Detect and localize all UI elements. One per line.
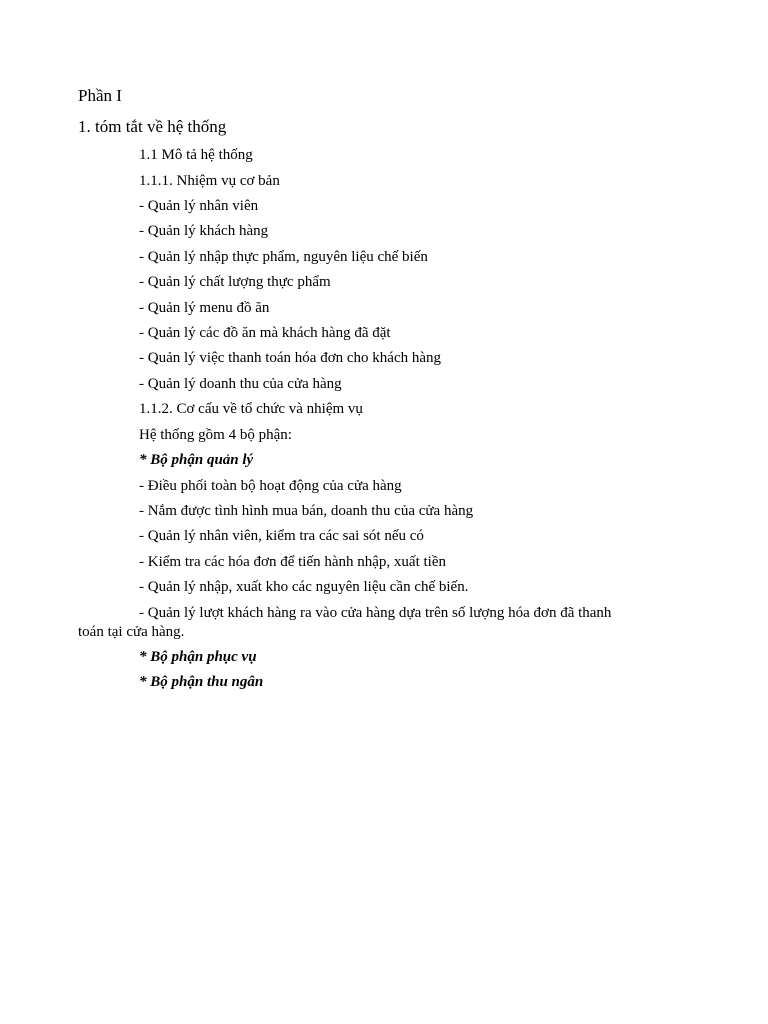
dept-management-heading: * Bộ phận quản lý [139, 452, 254, 468]
duty-item: - Quản lý khách hàng [139, 223, 269, 239]
duty-item: - Quản lý chất lượng thực phẩm [139, 274, 331, 290]
section-title: 1. tóm tắt về hệ thống [78, 117, 227, 136]
duty-item: - Quản lý doanh thu của cửa hàng [139, 376, 342, 392]
management-task: - Quản lý nhập, xuất kho các nguyên liệu cần chế biến. [139, 579, 469, 595]
management-task: - Điều phối toàn bộ hoạt động của cửa hàng [139, 478, 402, 494]
duty-item: - Quản lý các đồ ăn mà khách hàng đã đặt [139, 325, 391, 341]
management-task-long-line2: toán tại cửa hàng. [78, 624, 185, 640]
duty-item: - Quản lý nhân viên [139, 198, 259, 214]
management-task: - Nắm được tình hình mua bán, doanh thu của cửa hàng [139, 503, 474, 519]
subsubsection-title-1: 1.1.1. Nhiệm vụ cơ bản [139, 173, 280, 189]
subsection-title: 1.1 Mô tả hệ thống [139, 147, 253, 163]
management-task: - Quản lý nhân viên, kiểm tra các sai sót nếu có [139, 528, 424, 544]
dept-cashier-heading: * Bộ phận thu ngân [139, 674, 264, 690]
subsubsection-title-2: 1.1.2. Cơ cấu về tổ chức và nhiệm vụ [139, 401, 363, 417]
duty-item: - Quản lý menu đồ ăn [139, 300, 270, 316]
duty-item: - Quản lý việc thanh toán hóa đơn cho khách hàng [139, 350, 442, 366]
management-task-long-line1: - Quản lý lượt khách hàng ra vào cửa hàng dựa trên số lượng hóa đơn đã thanh [139, 605, 612, 621]
dept-service-heading: * Bộ phận phục vụ [139, 649, 257, 665]
system-intro: Hệ thống gồm 4 bộ phận: [139, 427, 292, 443]
part-title: Phần I [78, 86, 122, 105]
management-task: - Kiểm tra các hóa đơn để tiến hành nhập, xuất tiền [139, 554, 446, 570]
duty-item: - Quản lý nhập thực phẩm, nguyên liệu chế biến [139, 249, 428, 265]
